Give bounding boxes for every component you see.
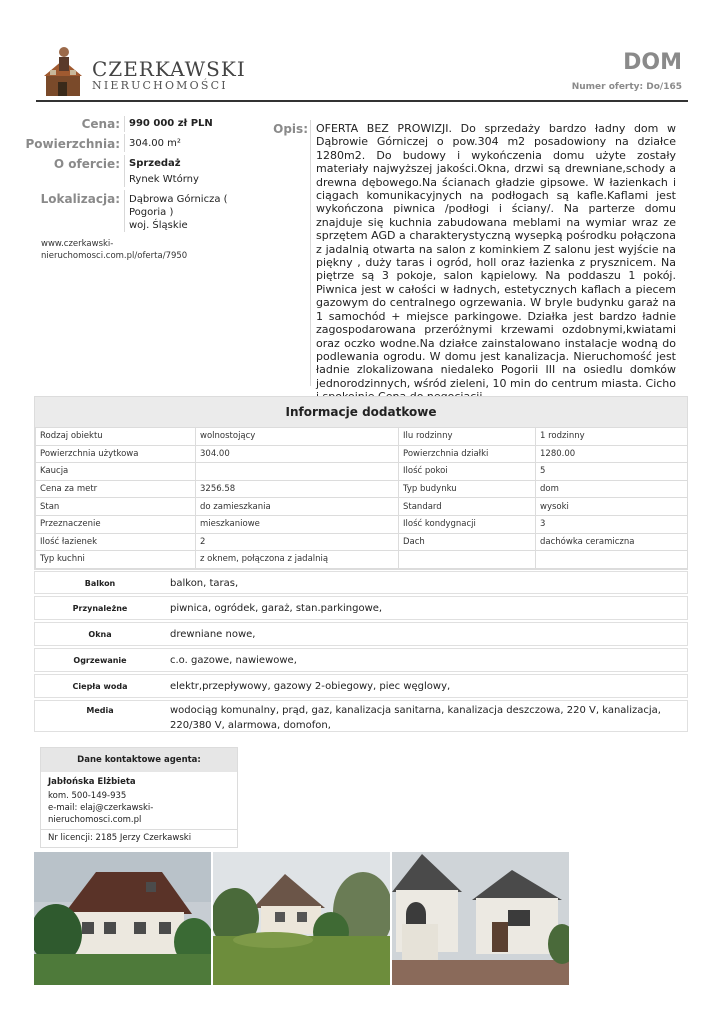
feature-label: Przynależne <box>72 604 128 613</box>
feature-label: Media <box>86 706 114 715</box>
offer-label: O ofercie: <box>53 157 120 171</box>
brand-name: CZERKAWSKI NIERUCHOMOŚCI <box>92 57 246 92</box>
feature-row-balkon <box>34 571 688 594</box>
additional-info-table <box>34 396 688 570</box>
offer-type: Sprzedaż <box>129 158 181 169</box>
area-value: 304.00 m² <box>129 138 181 149</box>
location-line-2: Pogoria ) <box>129 207 174 218</box>
info-cell-label: Cena za metr <box>36 480 196 498</box>
separator <box>310 120 311 386</box>
info-cell-value: wolnostojący <box>196 428 399 446</box>
feature-value: piwnica, ogródek, garaż, stan.parkingowe, <box>170 603 383 614</box>
separator <box>124 116 125 132</box>
market-type: Rynek Wtórny <box>129 174 199 185</box>
info-cell-label: Typ budynku <box>399 480 536 498</box>
feature-row-ciepla-woda <box>34 674 688 698</box>
info-row <box>36 463 688 481</box>
additional-info-title: Informacje dodatkowe <box>35 397 687 427</box>
area-label: Powierzchnia: <box>25 137 120 151</box>
property-photo[interactable] <box>392 852 569 985</box>
agent-name: Jabłońska Elżbieta <box>48 777 136 787</box>
agent-email-line-1[interactable]: e-mail: elaj@czerkawski- <box>48 803 154 813</box>
description-label: Opis: <box>273 122 308 136</box>
info-cell-label: Ilu rodzinny <box>399 428 536 446</box>
info-cell-value: 3 <box>536 515 688 533</box>
property-photo[interactable] <box>213 852 390 985</box>
info-row <box>36 445 688 463</box>
feature-row-przynalezne <box>34 596 688 620</box>
info-row <box>36 498 688 516</box>
info-cell-label: Powierzchnia działki <box>399 445 536 463</box>
info-cell-label: Ilość łazienek <box>36 533 196 551</box>
feature-row-ogrzewanie <box>34 648 688 672</box>
offer-number: Numer oferty: Do/165 <box>571 82 682 92</box>
feature-value: wodociąg komunalny, prąd, gaz, kanalizacja sanitarna, kanalizacja deszczowa, 220 V, kanalizacja, 220/380 V, alarmowa, domofon, <box>170 705 661 731</box>
feature-row-media <box>34 700 688 732</box>
offer-url[interactable]: www.czerkawski- nieruchomosci.com.pl/oferta/7950 <box>41 239 188 261</box>
location-line-3: woj. Śląskie <box>129 220 188 231</box>
description-text: OFERTA BEZ PROWIZJI. Do sprzedaży bardzo ładny dom w Dąbrowie Górniczej o pow.304 m2 posadowiony na działce 1280m2. Do budowy i wykończenia domu użyte zostały materiały najwyższej jakości.Okna, drzwi są drewniane,schody a drewna dębowego.Na ścianach gładzie gipsowe. W łazienkach i ciągach komunikacyjnych na podłogach są kafle.Kaflami jest wykończona piwnica /podłogi i ściany/. Na parterze domu znajduje się kuchnia zabudowana meblami na wymiar wraz ze sprzętem AGD a charakterystyczną wysepką pośrodku połączona z jadalnią otwarta na salon z kominkiem Z salonu jest wyjście na piękny , duży taras i ogród, holl oraz łazienka z prysznicem. Na piętrze są 3 pokoje, salon kąpielowy. Na poddaszu 1 pokój. Piwnica jest w całości w ładnych, estetycznych kaflach a piecem gazowym do centralnego ogrzewania. W bryle budynku garaż na 1 samochód + miejsce parkingowe. Działka jest bardzo ładnie zagospodarowana przeróżnymi krzewami ozdobnymi,kwiatami oraz oczko wodne.Na działce zainstalowano instalacje wodną do podlewania ogrodu. W domu jest kanalizacja. Nieruchomość jest ładnie zlokalizowana niedaleko Pogorii III na osiedlu domków jednorodzinnych, wśród zieleni, 10 min do centrum miasta. Cicho <box>316 122 676 390</box>
feature-label: Ogrzewanie <box>73 656 127 665</box>
info-row <box>36 480 688 498</box>
info-cell-label: Rodzaj obiektu <box>36 428 196 446</box>
agent-contact-box <box>40 747 238 848</box>
separator <box>124 134 125 152</box>
info-cell-value: wysoki <box>536 498 688 516</box>
info-cell-value: mieszkaniowe <box>196 515 399 533</box>
info-cell-value: dachówka ceramiczna <box>536 533 688 551</box>
info-cell-label: Powierzchnia użytkowa <box>36 445 196 463</box>
info-row <box>36 533 688 551</box>
agent-phone[interactable]: kom. 500-149-935 <box>48 791 127 801</box>
feature-value: elektr,przepływowy, gazowy 2-obiegowy, piec węglowy, <box>170 681 451 692</box>
info-cell-value: dom <box>536 480 688 498</box>
company-logo-icon <box>42 44 86 98</box>
location-label: Lokalizacja: <box>40 192 120 206</box>
separator <box>124 155 125 187</box>
agent-license: Nr licencji: 2185 Jerzy Czerkawski <box>41 829 237 847</box>
page-header <box>36 40 688 102</box>
info-cell-value: 2 <box>196 533 399 551</box>
feature-value: balkon, taras, <box>170 578 239 589</box>
price-value: 990 000 zł PLN <box>129 118 213 129</box>
info-cell-label: Ilość kondygnacji <box>399 515 536 533</box>
agent-contact-title: Dane kontaktowe agenta: <box>41 748 237 772</box>
property-photo[interactable] <box>34 852 211 985</box>
feature-label: Okna <box>88 630 112 639</box>
feature-label: Ciepła woda <box>72 682 128 691</box>
info-cell-value: 5 <box>536 463 688 481</box>
info-cell-label: Stan <box>36 498 196 516</box>
info-cell-value <box>196 463 399 481</box>
feature-value: drewniane nowe, <box>170 629 256 640</box>
location-line-1: Dąbrowa Górnicza ( <box>129 194 228 205</box>
info-cell-value <box>536 551 688 569</box>
info-cell-label: Ilość pokoi <box>399 463 536 481</box>
info-cell-label: Kaucja <box>36 463 196 481</box>
document-type-title: DOM <box>623 50 682 75</box>
info-cell-label: Typ kuchni <box>36 551 196 569</box>
info-row <box>36 551 688 569</box>
info-cell-value: do zamieszkania <box>196 498 399 516</box>
separator <box>124 190 125 232</box>
feature-label: Balkon <box>84 579 116 588</box>
info-cell-label <box>399 551 536 569</box>
info-cell-label: Dach <box>399 533 536 551</box>
agent-email-line-2[interactable]: nieruchomosci.com.pl <box>48 815 142 825</box>
info-cell-value: 3256.58 <box>196 480 399 498</box>
info-cell-value: 1 rodzinny <box>536 428 688 446</box>
info-cell-value: z oknem, połączona z jadalnią <box>196 551 399 569</box>
info-row <box>36 428 688 446</box>
info-cell-label: Standard <box>399 498 536 516</box>
info-row <box>36 515 688 533</box>
info-cell-label: Przeznaczenie <box>36 515 196 533</box>
info-cell-value: 1280.00 <box>536 445 688 463</box>
feature-row-okna <box>34 622 688 646</box>
price-label: Cena: <box>81 117 120 131</box>
info-cell-value: 304.00 <box>196 445 399 463</box>
feature-value: c.o. gazowe, nawiewowe, <box>170 655 297 666</box>
